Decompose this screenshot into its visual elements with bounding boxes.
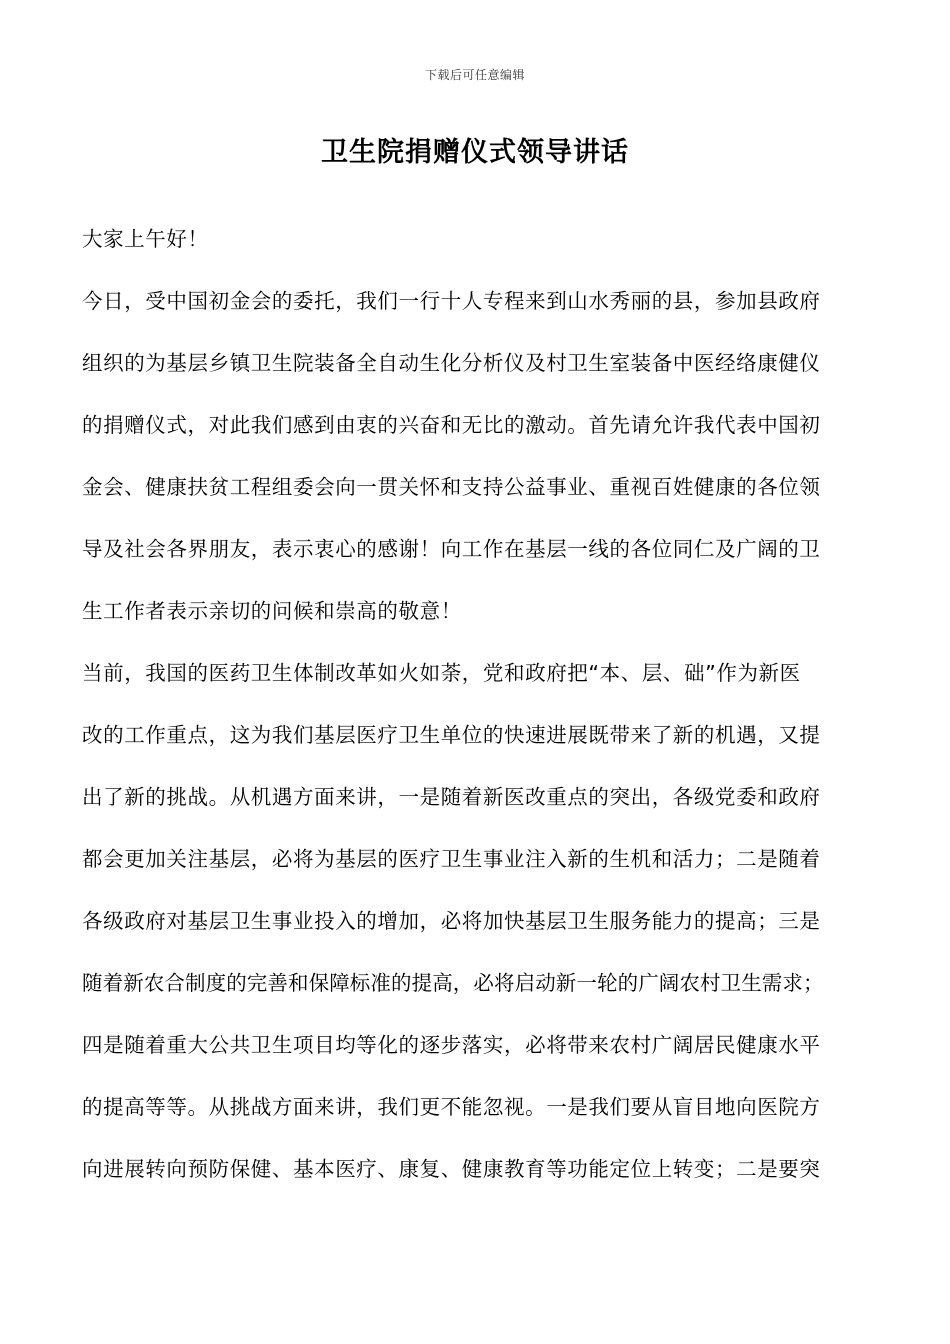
document-body bbox=[82, 224, 872, 1216]
body-line: 组织的为基层乡镇卫生院装备全自动生化分析仪及村卫生室装备中医经络康健仪 bbox=[82, 351, 821, 375]
body-line: 生工作者表示亲切的问候和崇高的敬意！ bbox=[82, 599, 462, 623]
body-line: 都会更加关注基层，必将为基层的医疗卫生事业注入新的生机和活力；二是随着 bbox=[82, 847, 821, 871]
body-line: 四是随着重大公共卫生项目均等化的逐步落实，必将带来农村广阔居民健康水平 bbox=[82, 1033, 821, 1057]
body-line: 金会、健康扶贫工程组委会向一贯关怀和支持公益事业、重视百姓健康的各位领 bbox=[82, 475, 821, 499]
body-line: 出了新的挑战。从机遇方面来讲，一是随着新医改重点的突出，各级党委和政府 bbox=[82, 785, 821, 809]
header-note: 下载后可任意编辑 bbox=[424, 68, 525, 82]
body-line: 各级政府对基层卫生事业投入的增加，必将加快基层卫生服务能力的提高；三是 bbox=[82, 909, 821, 933]
body-line: 改的工作重点，这为我们基层医疗卫生单位的快速进展既带来了新的机遇，又提 bbox=[82, 723, 821, 747]
body-line: 今日，受中国初金会的委托，我们一行十人专程来到山水秀丽的县，参加县政府 bbox=[82, 289, 821, 313]
body-line: 随着新农合制度的完善和保障标准的提高，必将启动新一轮的广阔农村卫生需求； bbox=[82, 971, 824, 995]
body-line-greeting: 大家上午好！ bbox=[82, 227, 209, 251]
body-line: 的捐赠仪式，对此我们感到由衷的兴奋和无比的激动。首先请允许我代表中国初 bbox=[82, 413, 821, 437]
body-line: 当前，我国的医药卫生体制改革如火如荼，党和政府把“本、层、础”作为新医 bbox=[82, 661, 801, 685]
body-line: 向进展转向预防保健、基本医疗、康复、健康教育等功能定位上转变；二是要突 bbox=[82, 1157, 821, 1181]
body-line: 的提高等等。从挑战方面来讲，我们更不能忽视。一是我们要从盲目地向医院方 bbox=[82, 1095, 821, 1119]
document-title: 卫生院捐赠仪式领导讲话 bbox=[321, 137, 629, 168]
body-line: 导及社会各界朋友，表示衷心的感谢！向工作在基层一线的各位同仁及广阔的卫 bbox=[82, 537, 821, 561]
